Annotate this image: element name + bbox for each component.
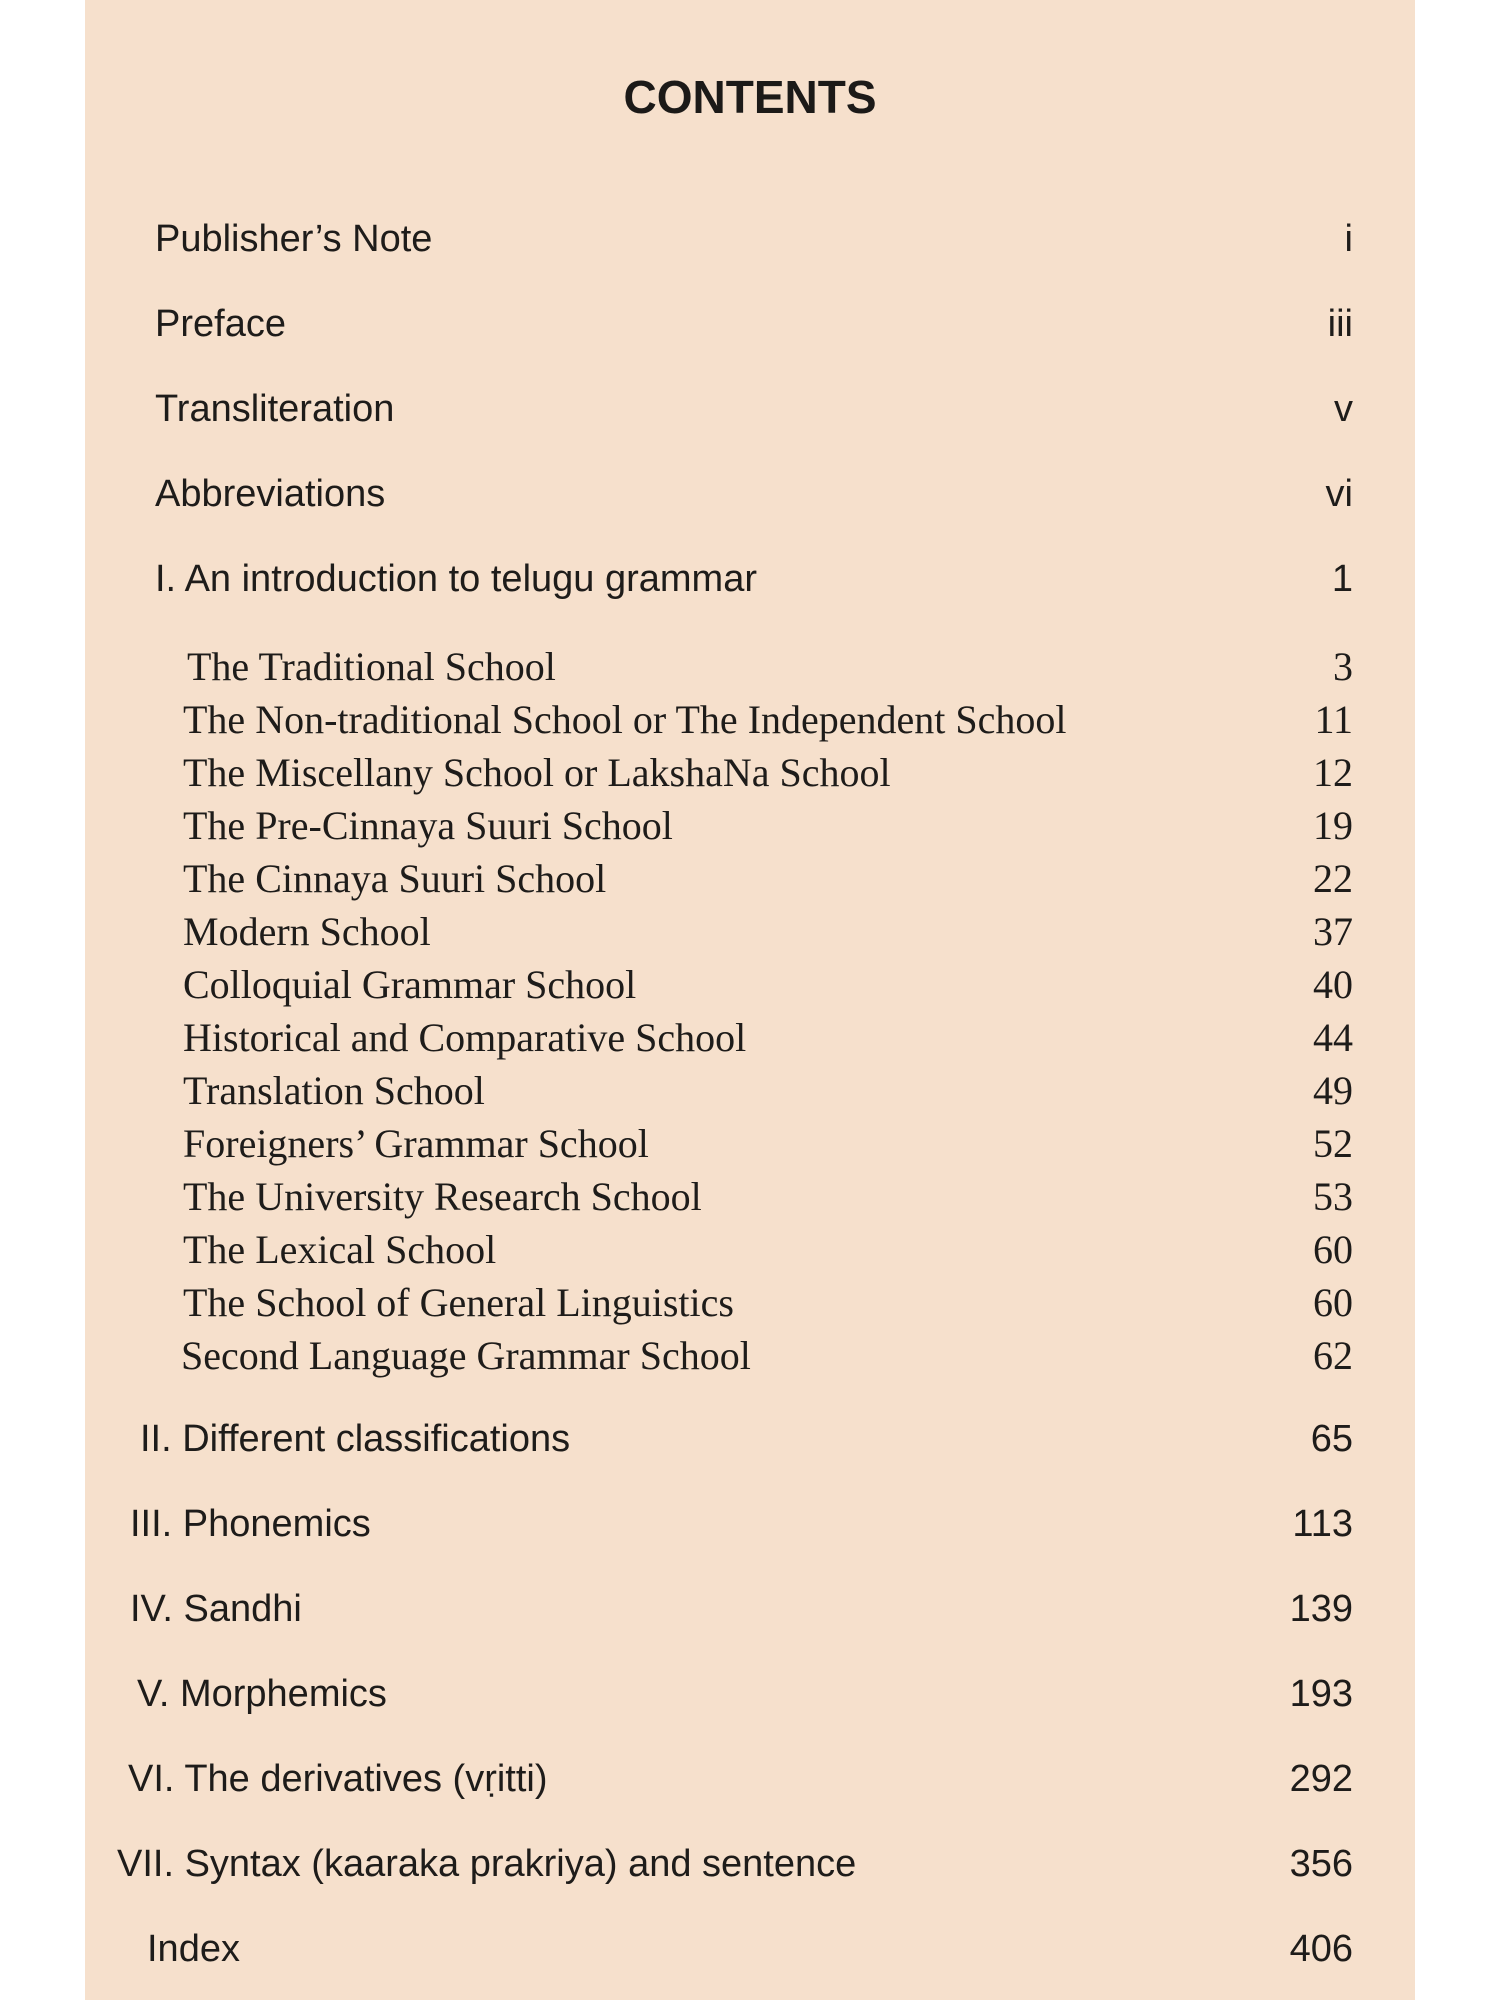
toc-page-number: i bbox=[1344, 218, 1353, 260]
toc-entry bbox=[85, 961, 1415, 1013]
toc-entry bbox=[85, 643, 1415, 695]
toc-entry-title: Translation School bbox=[183, 1068, 485, 1113]
toc-page-number: 19 bbox=[1313, 803, 1353, 848]
toc-entry bbox=[85, 1332, 1415, 1384]
toc-page-number: 60 bbox=[1313, 1280, 1353, 1325]
toc-entry-title: I. An introduction to telugu grammar bbox=[155, 558, 757, 600]
toc-entry-title: Preface bbox=[155, 303, 286, 345]
toc-entry-title: Transliteration bbox=[155, 388, 395, 430]
toc-page-number: 1 bbox=[1331, 558, 1353, 600]
toc-page-number: 52 bbox=[1313, 1121, 1353, 1166]
toc-entry-title: The Miscellany School or LakshaNa School bbox=[183, 750, 891, 795]
toc-entry-title: The Non-traditional School or The Independent School bbox=[183, 697, 1067, 742]
toc-entry bbox=[85, 388, 1415, 440]
toc-page-number: 22 bbox=[1313, 856, 1353, 901]
toc-entry bbox=[85, 855, 1415, 907]
toc-entry bbox=[85, 1014, 1415, 1066]
book-page bbox=[85, 0, 1415, 2000]
toc-entry bbox=[85, 558, 1415, 610]
toc-entry bbox=[85, 473, 1415, 525]
toc-entry-title: The School of General Linguistics bbox=[183, 1280, 734, 1325]
toc-entry bbox=[85, 1120, 1415, 1172]
toc-entry bbox=[85, 1226, 1415, 1278]
toc-entry-title: IV. Sandhi bbox=[130, 1588, 302, 1630]
toc-entry bbox=[85, 1279, 1415, 1331]
toc-page-number: vi bbox=[1325, 473, 1353, 515]
toc-entry bbox=[85, 749, 1415, 801]
toc-page-number: 49 bbox=[1313, 1068, 1353, 1113]
toc-page-number: 3 bbox=[1333, 644, 1353, 689]
toc-entry-title: The Lexical School bbox=[183, 1227, 497, 1272]
toc-entry bbox=[85, 908, 1415, 960]
toc-entry-title: Second Language Grammar School bbox=[181, 1333, 751, 1378]
toc-entry-title: III. Phonemics bbox=[130, 1503, 371, 1545]
toc-entry-title: Foreigners’ Grammar School bbox=[183, 1121, 649, 1166]
toc-entry-title: The Traditional School bbox=[187, 644, 556, 689]
toc-entry bbox=[85, 1928, 1415, 1980]
toc-entry-title: The Cinnaya Suuri School bbox=[183, 856, 607, 901]
toc-entry bbox=[85, 1588, 1415, 1640]
toc-page-number: 193 bbox=[1289, 1673, 1353, 1715]
toc-page-number: 44 bbox=[1313, 1015, 1353, 1060]
toc-page-number: 113 bbox=[1292, 1503, 1353, 1545]
toc-page-number: 53 bbox=[1313, 1174, 1353, 1219]
toc-entry bbox=[85, 1173, 1415, 1225]
toc-page-number: iii bbox=[1327, 303, 1353, 345]
toc-entry bbox=[85, 218, 1415, 270]
toc-page-number: 37 bbox=[1313, 909, 1353, 954]
toc-entry-title: Historical and Comparative School bbox=[183, 1015, 747, 1060]
toc-page-number: 11 bbox=[1314, 697, 1353, 742]
toc-entry-title: Modern School bbox=[183, 909, 431, 954]
toc-entry-title: Abbreviations bbox=[155, 473, 386, 515]
toc-entry-title: VI. The derivatives (vṛitti) bbox=[128, 1758, 548, 1800]
toc-entry bbox=[85, 1673, 1415, 1725]
toc-entry bbox=[85, 1503, 1415, 1555]
toc-entry bbox=[85, 1843, 1415, 1895]
toc-page-number: 12 bbox=[1313, 750, 1353, 795]
toc-entry bbox=[85, 802, 1415, 854]
toc-entry-title: Index bbox=[147, 1928, 240, 1970]
toc-page-number: 40 bbox=[1313, 962, 1353, 1007]
toc-entry-title: Colloquial Grammar School bbox=[183, 962, 637, 1007]
toc-entry-title: VII. Syntax (kaaraka prakriya) and sentence bbox=[117, 1843, 857, 1885]
toc-entry-title: Publisher’s Note bbox=[155, 218, 433, 260]
toc-page-number: v bbox=[1334, 388, 1353, 430]
toc-entry bbox=[85, 303, 1415, 355]
toc-page-number: 65 bbox=[1310, 1418, 1353, 1460]
contents-title: CONTENTS bbox=[623, 71, 877, 123]
toc-entry-title: II. Different classifications bbox=[140, 1418, 571, 1460]
toc-page-number: 292 bbox=[1289, 1758, 1353, 1800]
toc-page-number: 62 bbox=[1313, 1333, 1353, 1378]
toc-entry bbox=[85, 1758, 1415, 1810]
toc-entry-title: V. Morphemics bbox=[137, 1673, 387, 1715]
toc-page-number: 60 bbox=[1313, 1227, 1353, 1272]
toc-page-number: 139 bbox=[1289, 1588, 1353, 1630]
toc-page-number: 406 bbox=[1289, 1928, 1353, 1970]
toc-entry bbox=[85, 1418, 1415, 1470]
toc-entry bbox=[85, 1067, 1415, 1119]
toc-page-number: 356 bbox=[1289, 1843, 1353, 1885]
toc-entry-title: The University Research School bbox=[183, 1174, 702, 1219]
toc-entry bbox=[85, 696, 1415, 748]
toc-entry-title: The Pre-Cinnaya Suuri School bbox=[183, 803, 673, 848]
